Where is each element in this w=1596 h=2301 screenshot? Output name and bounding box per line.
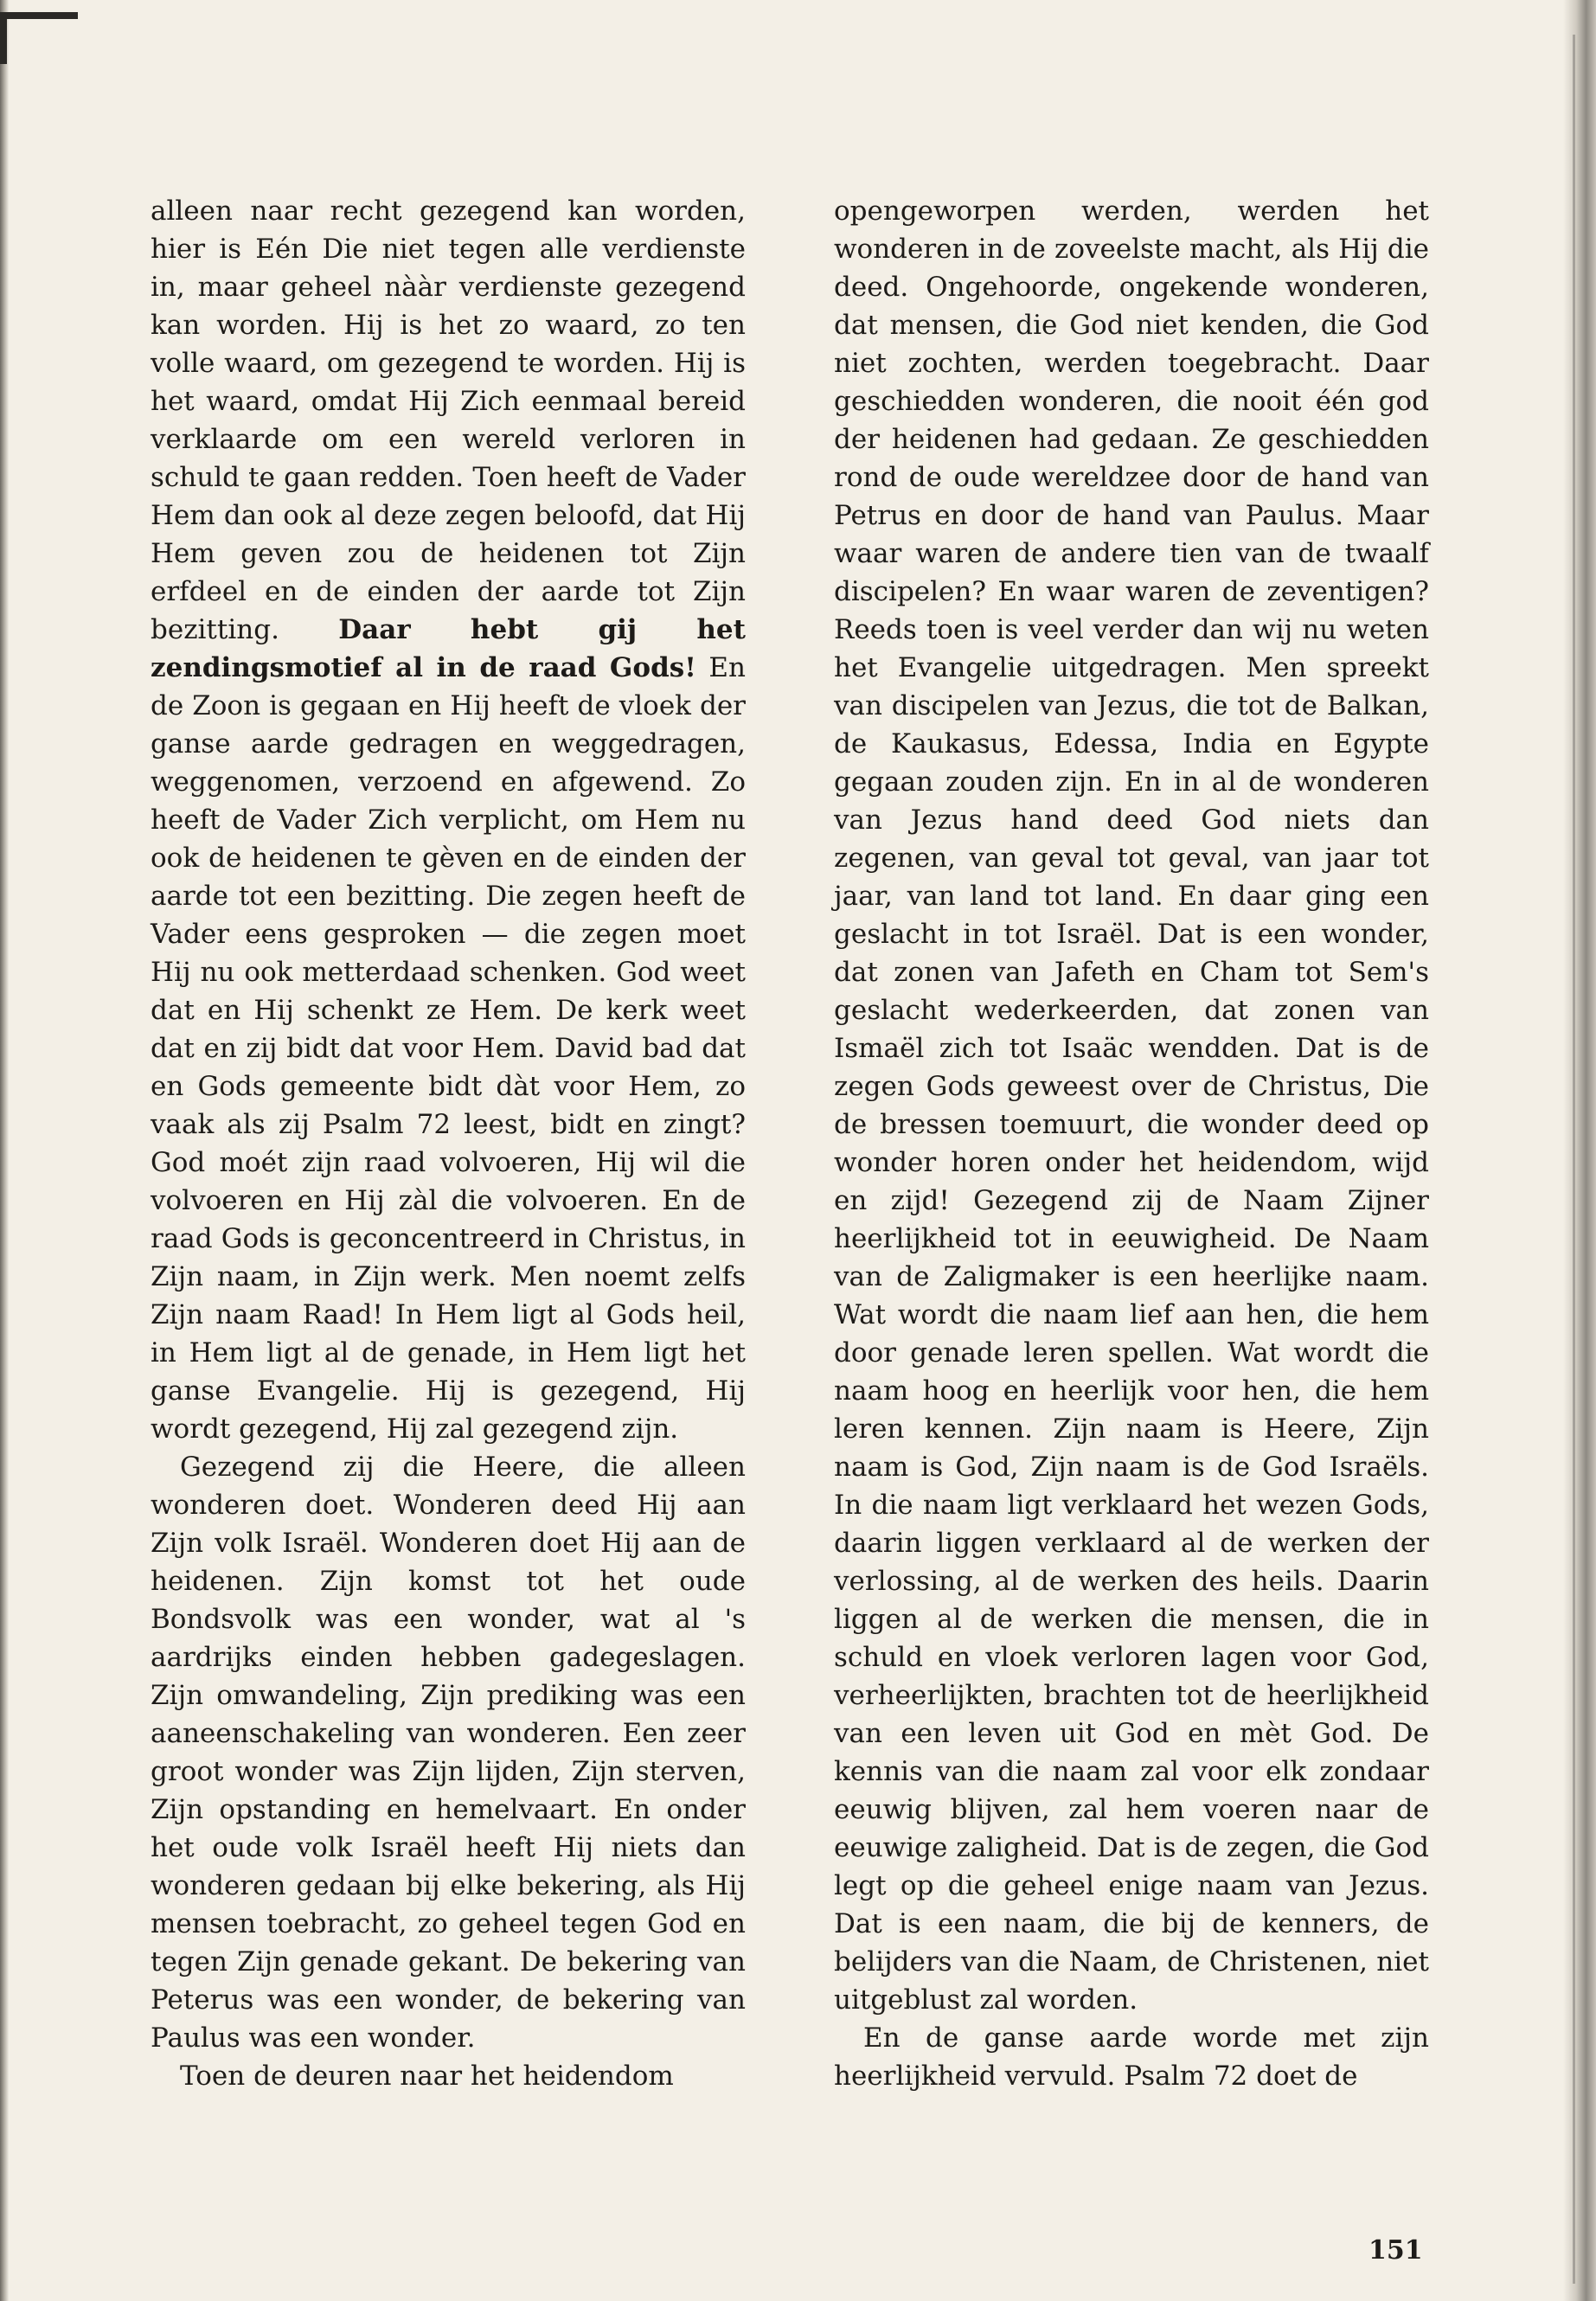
- right-text-column: [834, 192, 1429, 2095]
- left-p1-text-end: En de Zoon is gegaan en Hij heeft de vloek der ganse aarde gedragen en weggedragen, weggenomen, verzoend en afgewend. Zo heeft de Vader Zich verplicht, om Hem nu ook de heidenen te gèven en de einden der aarde tot een bezitting. Die zegen heeft de Vader eens gesproken — die zegen moet Hij nu ook metterdaad schenken. God weet dat en Hij schenkt ze Hem. De kerk weet dat en zij bidt dat voor Hem. David bad dat en Gods gemeente bidt dàt voor Hem, zo vaak als zij Psalm 72 leest, bidt en zingt? God moét zijn raad volvoeren, Hij wil die volvoeren en Hij zàl die volvoeren. En de raad Gods is geconcentreerd in Christus, in Zijn naam, in Zijn werk. Men noemt zelfs Zijn naam Raad! In Hem ligt al Gods heil, in Hem ligt al de genade, in Hem ligt het ganse Evangelie. Hij is gezegend, Hij wordt gezegend, Hij zal gezegend zijn.: [151, 652, 746, 1445]
- left-paragraph-2: Gezegend zij die Heere, die alleen wonderen doet. Wonderen deed Hij aan Zijn volk Israël. Wonderen doet Hij aan de heidenen. Zijn komst tot het oude Bondsvolk was een wonder, wat al 's aardrijks einden hebben gadegeslagen. Zijn omwandeling, Zijn prediking was een aaneenschakeling van wonderen. Een zeer groot wonder was Zijn lijden, Zijn sterven, Zijn opstanding en hemelvaart. En onder het oude volk Israël heeft Hij niets dan wonderen gedaan bij elke bekering, als Hij mensen toebracht, zo geheel tegen God en tegen Zijn genade gekant. De bekering van Peterus was een wonder, de bekering van Paulus was een wonder.: [151, 1452, 746, 2054]
- left-paragraph-3: Toen de deuren naar het heidendom: [180, 2061, 674, 2092]
- right-paragraph-1: opengeworpen werden, werden het wonderen in de zoveelste macht, als Hij die deed. Ongehoorde, ongekende wonderen, dat mensen, die God niet kenden, die God niet zochten, werden toegebracht. Daar geschiedden wonderen, die nooit één god der heidenen had gedaan. Ze geschiedden rond de oude wereldzee door de hand van Petrus en door de hand van Paulus. Maar waar waren de andere tien van de twaalf discipelen? En waar waren de zeventigen? Reeds toen is veel verder dan wij nu weten het Evangelie uitgedragen. Men spreekt van discipelen van Jezus, die tot de Balkan, de Kaukasus, Edessa, India en Egypte gegaan zouden zijn. En in al de wonderen van Jezus hand deed God niets dan zegenen, van geval tot geval, van jaar tot jaar, van land tot land. En daar ging een geslacht in tot Israël. Dat is een wonder, dat zonen van Jafeth en Cham tot Sem's geslacht wederkeerden, dat zonen van Ismaël zich tot Isaäc wendden. Dat is de zegen Gods geweest over de Christus, Die de bressen toemuurt, die wonder deed op wonder horen onder het heidendom, wijd en zijd! Gezegend zij de Naam Zijner heerlijkheid tot in eeuwigheid. De Naam van de Zaligmaker is een heerlijke naam. Wat wordt die naam lief aan hen, die hem door genade leren spellen. Wat wordt die naam hoog en heerlijk voor hen, die hem leren kennen. Zijn naam is Heere, Zijn naam is God, Zijn naam is de God Israëls. In die naam ligt verklaard het wezen Gods, daarin liggen verklaard al de werken der verlossing, al de werken des heils. Daarin liggen al de werken die mensen, die in schuld en vloek verloren lagen voor God, verheerlijkten, brachten tot de heerlijkheid van een leven uit God en mèt God. De kennis van die naam zal voor elk zondaar eeuwig blijven, zal hem voeren naar de eeuwige zaligheid. Dat is de zegen, die God legt op die geheel enige naam van Jezus. Dat is een naam, die bij de kenners, de belijders van die Naam, de Christenen, niet uitgeblust zal worden.: [834, 195, 1429, 2016]
- left-text-column: [151, 192, 746, 2095]
- binding-gutter: [1573, 35, 1575, 2284]
- left-p1-text-start: alleen naar recht gezegend kan worden, hier is Eén Die niet tegen alle verdienste in, maar geheel nààr verdienste gezegend kan worden. Hij is het zo waard, zo ten volle waard, om gezegend te worden. Hij is het waard, omdat Hij Zich eenmaal bereid verklaarde om een wereld verloren in schuld te gaan redden. Toen heeft de Vader Hem dan ook al deze zegen beloofd, dat Hij Hem geven zou de heidenen tot Zijn erfdeel en de einden der aarde tot Zijn bezitting.: [151, 195, 746, 645]
- scan-edge-right: [1563, 0, 1596, 2301]
- right-paragraph-2: En de ganse aarde worde met zijn heerlijkheid vervuld. Psalm 72 doet de: [834, 2022, 1429, 2092]
- left-paragraph-1: [151, 192, 746, 1448]
- page-number: 151: [1368, 2235, 1423, 2266]
- scan-corner-mark: [0, 12, 78, 19]
- left-p1-bold-sentence: Daar hebt gij het zendingsmotief al in de raad Gods!: [151, 614, 746, 683]
- scan-edge-left: [0, 0, 9, 2301]
- scan-corner-mark-vertical: [0, 12, 7, 64]
